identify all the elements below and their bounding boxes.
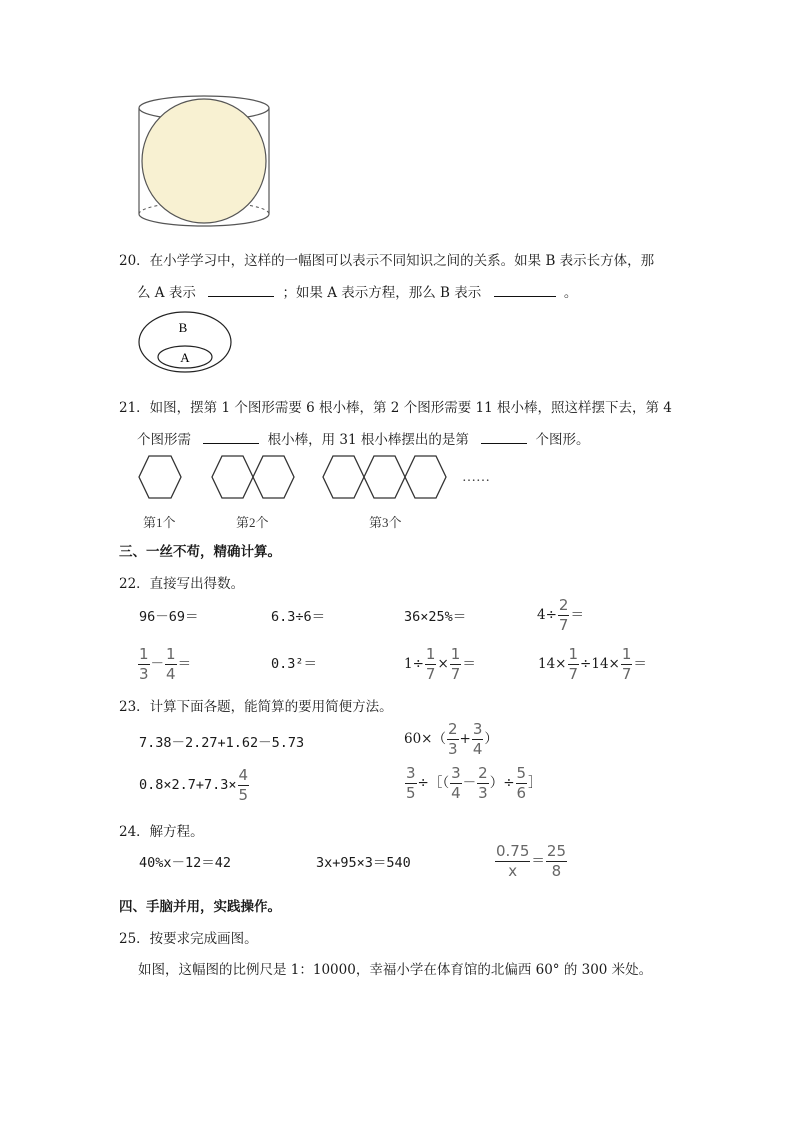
frac-den: x [508, 862, 518, 880]
q20-blank-1[interactable] [208, 284, 274, 297]
hexagon-figures [134, 450, 494, 506]
frac-den: 5 [238, 786, 249, 804]
frac-den: 7 [558, 616, 569, 634]
q22-r2-d [538, 647, 647, 682]
q20-text-b: ；如果 A 表示方程，那么 B 表示 [282, 285, 482, 301]
frac-num: 25 [546, 842, 566, 860]
q23-b [404, 722, 498, 757]
q25-title: 25．按要求完成画图。 [119, 931, 258, 947]
frac-num: 3 [451, 764, 461, 782]
pre: 1÷ [404, 656, 424, 672]
q23-d [404, 766, 542, 801]
venn-label-a: A [180, 350, 190, 365]
section-3-heading: 三、一丝不苟，精确计算。 [119, 544, 281, 560]
q21-line1: 21．如图，摆第 1 个图形需要 6 根小棒，第 2 个图形需要 11 根小棒，照这样摆下去，第 4 [119, 400, 672, 416]
frac-num: 1 [166, 645, 176, 663]
frac-den: 4 [451, 784, 461, 802]
pre: 0.8×2.7+7.3× [139, 777, 237, 793]
caption-fig1: 第1个 [143, 515, 176, 530]
q23-a: 7.38－2.27+1.62－5.73 [139, 735, 305, 751]
frac-num: 0.75 [496, 842, 530, 860]
op: － [462, 775, 477, 791]
q24-a: 40%x－12＝42 [139, 855, 232, 871]
frac-num: 2 [448, 720, 458, 738]
hexagon-fig3-b [364, 456, 405, 498]
frac-num: 1 [450, 645, 461, 663]
frac-den: 5 [406, 784, 416, 802]
frac-num: 1 [425, 645, 436, 663]
q22-r1-d-pre: 4÷ [537, 607, 557, 623]
frac-den: 7 [568, 665, 579, 683]
frac-den: 7 [425, 665, 436, 683]
q22-title: 22．直接写出得数。 [119, 576, 245, 592]
q22-r2-a [137, 647, 191, 682]
frac-den: 6 [516, 784, 527, 802]
frac-den: 7 [621, 665, 632, 683]
eq: ＝ [177, 656, 192, 672]
venn-label-b: B [178, 320, 188, 335]
q24-c [494, 844, 568, 879]
frac-num: 2 [558, 596, 569, 614]
q23-c [139, 768, 250, 803]
q24-title: 24．解方程。 [119, 824, 204, 840]
q22-r1-b: 6.3÷6＝ [271, 609, 326, 625]
post: ） [484, 731, 498, 747]
hexagon-ellipsis: …… [462, 470, 490, 485]
pre: 60×（ [404, 731, 446, 747]
op: － [150, 656, 165, 672]
frac-num: 1 [139, 645, 149, 663]
frac-num: 1 [568, 645, 579, 663]
q21-blank-1[interactable] [203, 431, 259, 444]
venn-diagram [136, 308, 236, 378]
frac-num: 1 [621, 645, 632, 663]
q21-line2 [137, 428, 589, 448]
q23-title: 23．计算下面各题，能简算的要用简便方法。 [119, 699, 393, 715]
caption-fig2: 第2个 [236, 515, 269, 530]
q20-text-c: 。 [563, 285, 578, 301]
q20-blank-2[interactable] [494, 284, 556, 297]
frac-num: 5 [516, 764, 527, 782]
cylinder-sphere-figure [130, 92, 280, 232]
frac-num: 2 [478, 764, 488, 782]
frac-den: 3 [478, 784, 488, 802]
q20-line2 [137, 281, 577, 301]
eq: ＝ [462, 656, 476, 672]
frac-den: 7 [450, 665, 461, 683]
hexagon-fig2-a [212, 456, 253, 498]
q20-line1: 20．在小学学习中，这样的一幅图可以表示不同知识之间的关系。如果 B 表示长方体，那 [119, 253, 655, 269]
q21-blank-2[interactable] [481, 431, 527, 444]
q21-text-a: 个图形需 [137, 432, 191, 448]
q20-text-a: 么 A 表示 [137, 285, 196, 301]
caption-fig3: 第3个 [369, 515, 402, 530]
q21-text-b: 根小棒，用 31 根小棒摆出的是第 [267, 432, 469, 448]
mid: ÷［（ [417, 775, 450, 791]
q25-line1: 如图，这幅图的比例尺是 1：10000，幸福小学在体育馆的北偏西 60° 的 300 米处。 [138, 962, 653, 978]
frac-den: 8 [551, 862, 562, 880]
frac-num: 3 [472, 720, 483, 738]
post: ］ [528, 775, 542, 791]
q24-b: 3x+95×3＝540 [316, 855, 411, 871]
frac-den: 4 [472, 740, 483, 758]
hexagon-fig1 [139, 456, 181, 498]
eq: ＝ [531, 853, 545, 869]
q22-r1-a: 96－69＝ [139, 609, 199, 625]
hexagon-fig2-b [253, 456, 294, 498]
hexagon-fig3-c [405, 456, 446, 498]
frac-den: 3 [448, 740, 458, 758]
op: × [437, 656, 449, 672]
sphere [142, 99, 266, 223]
frac-num: 3 [406, 764, 416, 782]
q21-text-c: 个图形。 [535, 432, 590, 448]
q22-r1-c: 36×25%＝ [404, 609, 467, 625]
mid: ）÷ [489, 775, 515, 791]
eq: ＝ [633, 656, 647, 672]
frac-den: 4 [166, 665, 176, 683]
frac-den: 3 [139, 665, 149, 683]
frac-num: 4 [238, 766, 249, 784]
q22-r2-c [404, 647, 476, 682]
q22-r1-d-post: ＝ [570, 607, 584, 623]
hexagon-fig3-a [323, 456, 364, 498]
pre: 14× [538, 656, 567, 672]
op: + [459, 731, 471, 747]
q22-r1-d [537, 598, 584, 633]
mid: ÷14× [580, 656, 620, 672]
q22-r2-b: 0.3²＝ [271, 656, 318, 672]
section-4-heading: 四、手脑并用，实践操作。 [119, 899, 281, 915]
